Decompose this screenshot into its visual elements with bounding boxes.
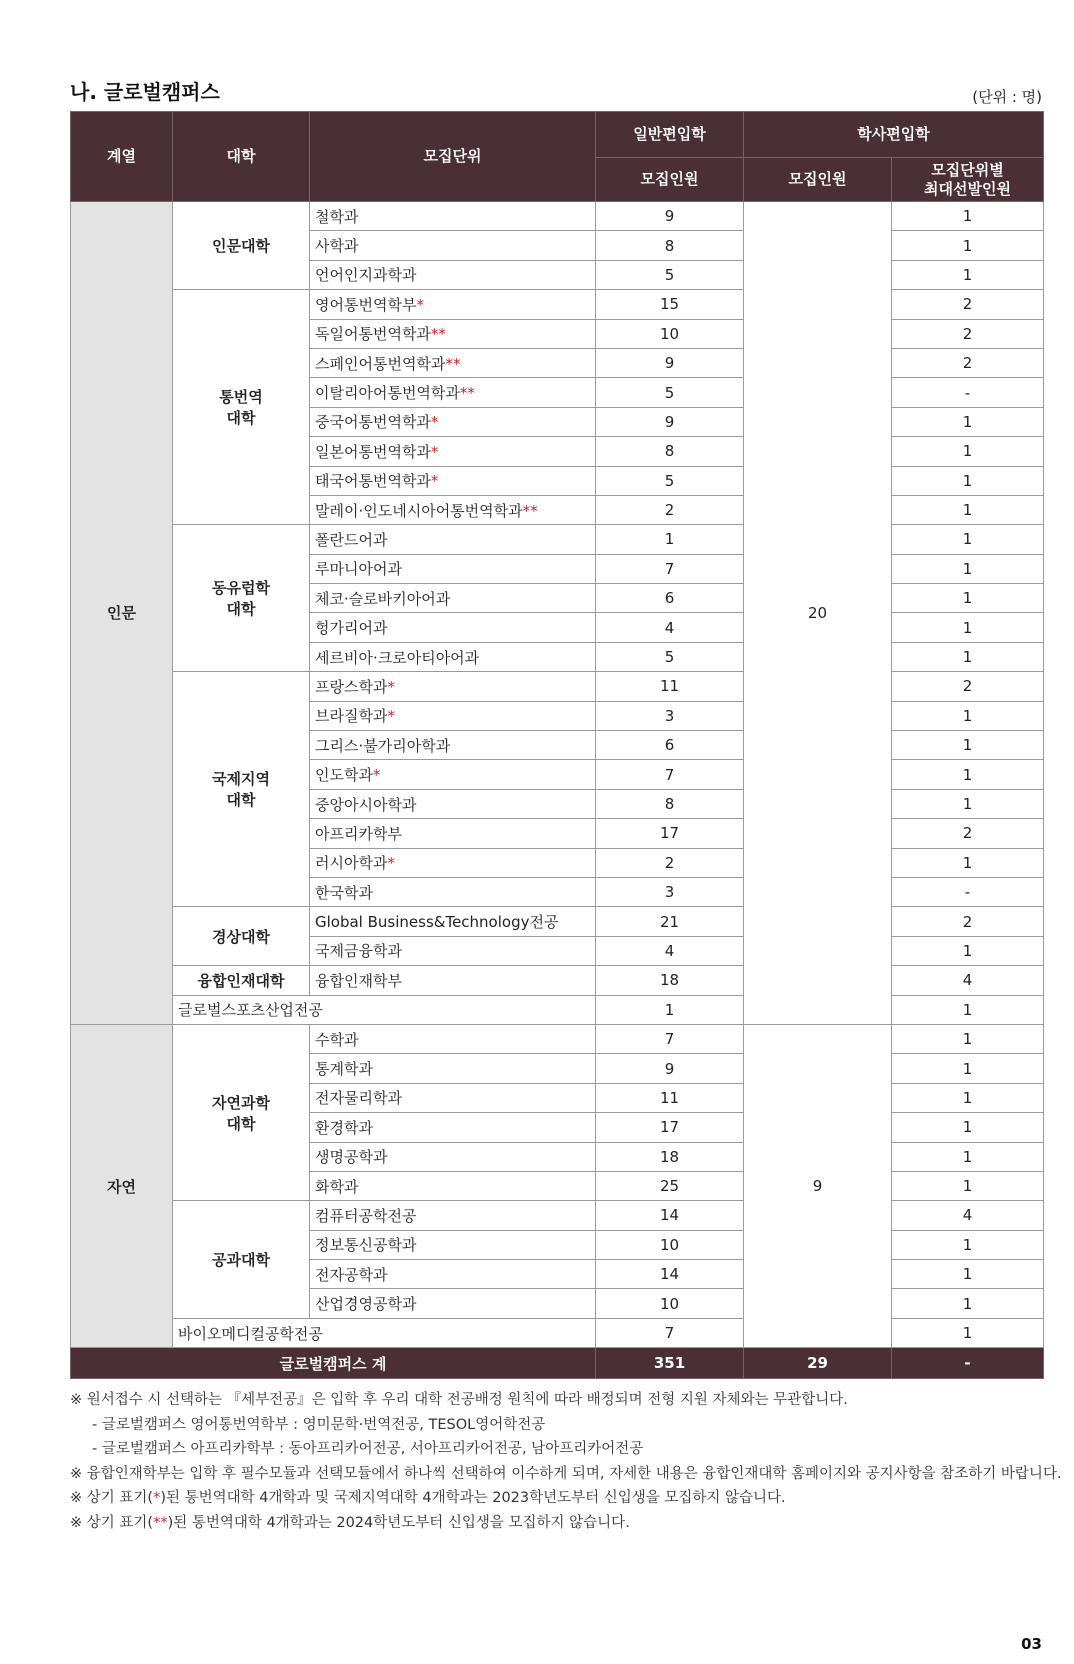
admission-table: [70, 111, 1044, 1379]
total-bachelor: 29: [744, 1348, 892, 1379]
max-select: -: [892, 877, 1044, 906]
general-recruit: 5: [596, 378, 744, 407]
unit-name: 러시아학과*: [310, 848, 596, 877]
unit-name: 융합인재학부: [310, 966, 596, 995]
unit-name: 영어통번역학부*: [310, 290, 596, 319]
note: ※ 원서접수 시 선택하는 『세부전공』은 입학 후 우리 대학 전공배정 원칙에 따라 배정되며 전형 지원 자체와는 무관합니다.: [70, 1392, 848, 1408]
general-recruit: 9: [596, 407, 744, 436]
max-select: -: [892, 378, 1044, 407]
header-college: 대학: [173, 112, 310, 202]
unit-name: 산업경영공학과: [310, 1289, 596, 1318]
general-recruit: 10: [596, 1289, 744, 1318]
total-label: 글로벌캠퍼스 계: [71, 1348, 596, 1379]
table-body: [71, 202, 1044, 1379]
unit-name: 국제금융학과: [310, 936, 596, 965]
general-recruit: 9: [596, 348, 744, 377]
max-select: 1: [892, 701, 1044, 730]
max-select: 1: [892, 1289, 1044, 1318]
general-recruit: 1: [596, 995, 744, 1024]
max-select: 1: [892, 1260, 1044, 1289]
max-select: 1: [892, 260, 1044, 289]
header-max: 모집단위별 최대선발인원: [892, 158, 1044, 202]
total-max: -: [892, 1348, 1044, 1379]
unit-name: 한국학과: [310, 877, 596, 906]
unit-name: 수학과: [310, 1024, 596, 1053]
unit-name: 폴란드어과: [310, 525, 596, 554]
notes: [70, 1388, 1062, 1535]
unit-name: 체코·슬로바키아어과: [310, 584, 596, 613]
max-select: 2: [892, 290, 1044, 319]
note: ※ 상기 표기(**)된 통번역대학 4개학과는 2024학년도부터 신입생을 모집하지 않습니다.: [70, 1514, 630, 1531]
max-select: 1: [892, 1318, 1044, 1347]
max-select: 1: [892, 466, 1044, 495]
unit-name: 컴퓨터공학전공: [310, 1201, 596, 1230]
unit-name: 말레이·인도네시아어통번역학과**: [310, 495, 596, 524]
note: - 글로벌캠퍼스 아프리카학부 : 동아프리카어전공, 서아프리카어전공, 남아프리카어전공: [92, 1441, 644, 1457]
general-recruit: 17: [596, 819, 744, 848]
max-select: 1: [892, 495, 1044, 524]
header-category: 계열: [71, 112, 173, 202]
max-select: 1: [892, 1171, 1044, 1200]
max-select: 4: [892, 966, 1044, 995]
max-select: 1: [892, 1083, 1044, 1112]
max-select: 1: [892, 936, 1044, 965]
table-row: [71, 1318, 1044, 1347]
table-row: [71, 202, 1044, 231]
general-recruit: 6: [596, 731, 744, 760]
page-number: 03: [1021, 1635, 1042, 1653]
note: ※ 융합인재학부는 입학 후 필수모듈과 선택모듈에서 하나씩 선택하여 이수하게 되며, 자세한 내용은 융합인재대학 홈페이지와 공지사항을 참조하기 바랍니다.: [70, 1465, 1062, 1482]
general-recruit: 14: [596, 1260, 744, 1289]
max-select: 1: [892, 995, 1044, 1024]
unit-name: 전자공학과: [310, 1260, 596, 1289]
table-row: [71, 672, 1044, 701]
max-select: 1: [892, 554, 1044, 583]
general-recruit: 7: [596, 760, 744, 789]
general-recruit: 8: [596, 789, 744, 818]
unit-name: 이탈리아어통번역학과**: [310, 378, 596, 407]
general-recruit: 15: [596, 290, 744, 319]
general-recruit: 21: [596, 907, 744, 936]
unit-name: 화학과: [310, 1171, 596, 1200]
total-row: [71, 1348, 1044, 1379]
max-select: 1: [892, 1230, 1044, 1259]
note: ※ 상기 표기(*)된 통번역대학 4개학과 및 국제지역대학 4개학과는 2023학년도부터 신입생을 모집하지 않습니다.: [70, 1490, 786, 1506]
table-row: [71, 907, 1044, 936]
college-cell: 국제지역 대학: [173, 672, 310, 907]
general-recruit: 5: [596, 466, 744, 495]
unit-name: 스페인어통번역학과**: [310, 348, 596, 377]
table-row: [71, 1201, 1044, 1230]
general-recruit: 4: [596, 613, 744, 642]
note: - 글로벌캠퍼스 영어통번역학부 : 영미문학·번역전공, TESOL영어학전공: [92, 1416, 546, 1433]
unit-name: 통계학과: [310, 1054, 596, 1083]
general-recruit: 25: [596, 1171, 744, 1200]
max-select: 2: [892, 348, 1044, 377]
general-recruit: 7: [596, 1024, 744, 1053]
college-cell: 통번역 대학: [173, 290, 310, 525]
unit-name: 정보통신공학과: [310, 1230, 596, 1259]
bachelor-recruit: 9: [744, 1024, 892, 1347]
category-cell: 자연: [71, 1024, 173, 1347]
unit-name: 그리스·불가리아학과: [310, 731, 596, 760]
general-recruit: 4: [596, 936, 744, 965]
header-recruit-bachelor: 모집인원: [744, 158, 892, 202]
general-recruit: 8: [596, 437, 744, 466]
unit-name: 언어인지과학과: [310, 260, 596, 289]
unit-note: (단위 : 명): [972, 88, 1042, 106]
max-select: 2: [892, 672, 1044, 701]
unit-name: 인도학과*: [310, 760, 596, 789]
max-select: 1: [892, 613, 1044, 642]
unit-name: 헝가리어과: [310, 613, 596, 642]
table-row: [71, 1024, 1044, 1053]
section-title: 나. 글로벌캠퍼스: [70, 80, 220, 104]
max-select: 1: [892, 407, 1044, 436]
unit-name: 프랑스학과*: [310, 672, 596, 701]
college-cell: 동유럽학 대학: [173, 525, 310, 672]
unit-name: 아프리카학부: [310, 819, 596, 848]
college-cell: 인문대학: [173, 202, 310, 290]
unit-name: 전자물리학과: [310, 1083, 596, 1112]
general-recruit: 1: [596, 525, 744, 554]
general-recruit: 17: [596, 1113, 744, 1142]
unit-name: 브라질학과*: [310, 701, 596, 730]
unit-name: 사학과: [310, 231, 596, 260]
general-recruit: 6: [596, 584, 744, 613]
general-recruit: 10: [596, 319, 744, 348]
general-recruit: 10: [596, 1230, 744, 1259]
max-select: 1: [892, 202, 1044, 231]
max-select: 1: [892, 760, 1044, 789]
max-select: 1: [892, 437, 1044, 466]
unit-name: 환경학과: [310, 1113, 596, 1142]
college-cell: 융합인재대학: [173, 966, 310, 995]
max-select: 4: [892, 1201, 1044, 1230]
general-recruit: 11: [596, 1083, 744, 1112]
general-recruit: 18: [596, 966, 744, 995]
max-select: 1: [892, 848, 1044, 877]
general-recruit: 3: [596, 701, 744, 730]
unit-name: 태국어통번역학과*: [310, 466, 596, 495]
general-recruit: 7: [596, 1318, 744, 1347]
table-row: [71, 995, 1044, 1024]
header-bachelor: 학사편입학: [744, 112, 1044, 158]
header-recruit: 모집인원: [596, 158, 744, 202]
unit-name: 중앙아시아학과: [310, 789, 596, 818]
table-row: [71, 290, 1044, 319]
general-recruit: 9: [596, 202, 744, 231]
table-row: [71, 966, 1044, 995]
header-general: 일반편입학: [596, 112, 744, 158]
max-select: 1: [892, 1113, 1044, 1142]
general-recruit: 2: [596, 495, 744, 524]
college-cell: 공과대학: [173, 1201, 310, 1319]
general-recruit: 9: [596, 1054, 744, 1083]
unit-name: 중국어통번역학과*: [310, 407, 596, 436]
unit-name: 글로벌스포츠산업전공: [173, 995, 596, 1024]
general-recruit: 14: [596, 1201, 744, 1230]
bachelor-recruit: 20: [744, 202, 892, 1025]
max-select: 1: [892, 231, 1044, 260]
total-general: 351: [596, 1348, 744, 1379]
unit-name: 일본어통번역학과*: [310, 437, 596, 466]
general-recruit: 2: [596, 848, 744, 877]
unit-name: 세르비아·크로아티아어과: [310, 642, 596, 671]
unit-name: 바이오메디컬공학전공: [173, 1318, 596, 1347]
general-recruit: 5: [596, 260, 744, 289]
unit-name: 철학과: [310, 202, 596, 231]
max-select: 1: [892, 1142, 1044, 1171]
max-select: 1: [892, 525, 1044, 554]
unit-name: 생명공학과: [310, 1142, 596, 1171]
college-cell: 경상대학: [173, 907, 310, 966]
general-recruit: 18: [596, 1142, 744, 1171]
max-select: 2: [892, 319, 1044, 348]
table-row: [71, 525, 1044, 554]
category-cell: 인문: [71, 202, 173, 1025]
max-select: 1: [892, 1024, 1044, 1053]
max-select: 1: [892, 731, 1044, 760]
header-unit: 모집단위: [310, 112, 596, 202]
general-recruit: 11: [596, 672, 744, 701]
unit-name: Global Business&Technology전공: [310, 907, 596, 936]
general-recruit: 3: [596, 877, 744, 906]
unit-name: 독일어통번역학과**: [310, 319, 596, 348]
max-select: 1: [892, 642, 1044, 671]
general-recruit: 8: [596, 231, 744, 260]
max-select: 1: [892, 1054, 1044, 1083]
max-select: 2: [892, 819, 1044, 848]
general-recruit: 5: [596, 642, 744, 671]
general-recruit: 7: [596, 554, 744, 583]
max-select: 1: [892, 584, 1044, 613]
college-cell: 자연과학 대학: [173, 1024, 310, 1200]
unit-name: 루마니아어과: [310, 554, 596, 583]
max-select: 2: [892, 907, 1044, 936]
max-select: 1: [892, 789, 1044, 818]
